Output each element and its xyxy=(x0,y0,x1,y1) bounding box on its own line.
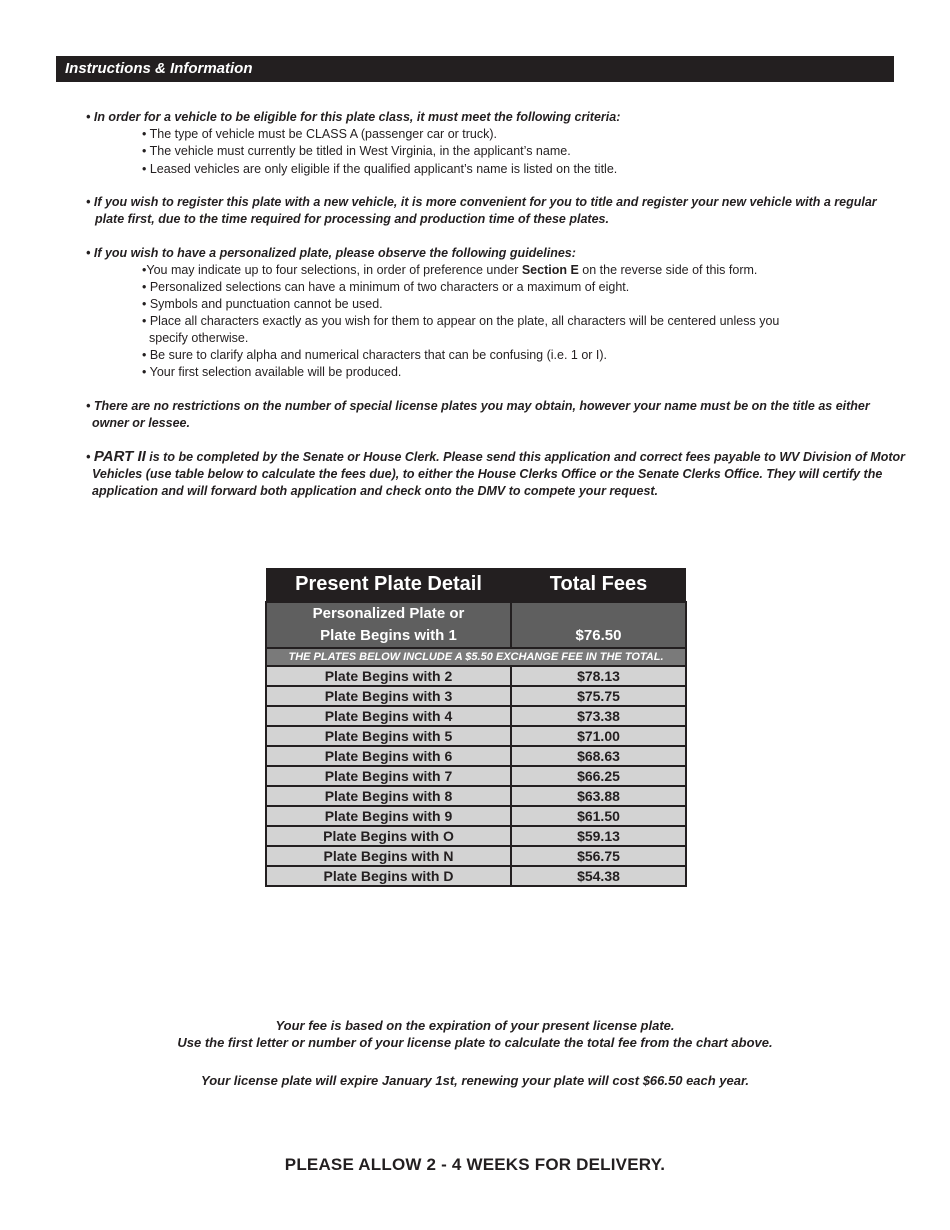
plate-detail: Plate Begins with D xyxy=(266,866,511,886)
fee-basis-note: Your fee is based on the expiration of your present license plate. xyxy=(275,1018,675,1033)
fee-calc-note: Use the first letter or number of your license plate to calculate the total fee from the chart above. xyxy=(177,1035,773,1050)
personalized-detail-line: Personalized Plate or xyxy=(312,605,465,622)
fee-table-header xyxy=(266,568,686,602)
personalized-detail-line: Plate Begins with 1 xyxy=(320,627,457,644)
personalized-item: • Place all characters exactly as you wish for them to appear on the plate, all characters will be centered unless you xyxy=(142,314,780,328)
table-row xyxy=(266,786,686,806)
plate-fee: $61.50 xyxy=(511,806,686,826)
table-row xyxy=(266,826,686,846)
personalized-detail xyxy=(266,602,511,648)
table-row xyxy=(266,686,686,706)
plate-detail: Plate Begins with 4 xyxy=(266,706,511,726)
plate-detail: Plate Begins with 7 xyxy=(266,766,511,786)
plate-fee: $66.25 xyxy=(511,766,686,786)
personalized-item: • Your first selection available will be produced. xyxy=(142,365,402,379)
section-header: Instructions & Information xyxy=(56,56,894,82)
personalized-item: • Symbols and punctuation cannot be used. xyxy=(142,297,383,311)
part-two-text: is to be completed by the Senate or House Clerk. Please send this application and correct fees payable to WV Division of Motor xyxy=(145,450,906,464)
plate-fee: $54.38 xyxy=(511,866,686,886)
plate-detail: Plate Begins with 6 xyxy=(266,746,511,766)
plate-fee: $71.00 xyxy=(511,726,686,746)
personalized-item xyxy=(142,262,757,279)
personalized-item-cont: specify otherwise. xyxy=(149,331,249,345)
table-row xyxy=(266,706,686,726)
plate-detail: Plate Begins with N xyxy=(266,846,511,866)
part-two-note-cont: Vehicles (use table below to calculate the fees due), to either the House Clerks Office or the Senate Clerks Office. They will certify the xyxy=(92,467,883,481)
renewal-note: Your license plate will expire January 1st, renewing your plate will cost $66.50 each year. xyxy=(201,1073,749,1088)
eligibility-heading: • In order for a vehicle to be eligible for this plate class, it must meet the following criteria: xyxy=(86,110,621,124)
plate-fee: $68.63 xyxy=(511,746,686,766)
plate-fee: $63.88 xyxy=(511,786,686,806)
personalized-heading: • If you wish to have a personalized plate, please observe the following guidelines: xyxy=(86,246,576,260)
table-row xyxy=(266,726,686,746)
plate-fee: $56.75 xyxy=(511,846,686,866)
part-two-label: PART II xyxy=(93,448,146,465)
restrictions-note: • There are no restrictions on the number of special license plates you may obtain, however your name must be on the title as either xyxy=(86,399,870,413)
table-row xyxy=(266,666,686,686)
plate-detail: Plate Begins with O xyxy=(266,826,511,846)
plate-detail: Plate Begins with 3 xyxy=(266,686,511,706)
plate-fee: $75.75 xyxy=(511,686,686,706)
exchange-note: THE PLATES BELOW INCLUDE A $5.50 EXCHANGE FEE IN THE TOTAL. xyxy=(266,648,686,666)
plate-detail: Plate Begins with 5 xyxy=(266,726,511,746)
personalized-item: • Be sure to clarify alpha and numerical characters that can be confusing (i.e. 1 or I). xyxy=(142,348,608,362)
eligibility-item: • The type of vehicle must be CLASS A (passenger car or truck). xyxy=(142,127,498,141)
exchange-note-row xyxy=(266,648,686,666)
part-two-note xyxy=(86,448,905,466)
fee-table xyxy=(265,568,687,887)
eligibility-item: • The vehicle must currently be titled in West Virginia, in the applicant’s name. xyxy=(142,144,571,158)
section-e-label: Section E xyxy=(521,263,579,277)
table-row xyxy=(266,766,686,786)
table-row xyxy=(266,746,686,766)
plate-fee: $59.13 xyxy=(511,826,686,846)
header-total-fees: Total Fees xyxy=(511,568,686,602)
plate-fee: $73.38 xyxy=(511,706,686,726)
eligibility-item: • Leased vehicles are only eligible if the qualified applicant’s name is listed on the title. xyxy=(142,162,618,176)
delivery-notice: PLEASE ALLOW 2 - 4 WEEKS FOR DELIVERY. xyxy=(284,1155,666,1174)
header-plate-detail: Present Plate Detail xyxy=(266,568,511,602)
table-row xyxy=(266,806,686,826)
plate-detail: Plate Begins with 9 xyxy=(266,806,511,826)
plate-fee: $78.13 xyxy=(511,666,686,686)
new-vehicle-note-cont: plate first, due to the time required for processing and production time of these plates. xyxy=(95,212,609,226)
plate-detail: Plate Begins with 2 xyxy=(266,666,511,686)
personalized-row xyxy=(266,602,686,648)
personalized-fee: $76.50 xyxy=(511,602,686,648)
personalized-item: • Personalized selections can have a minimum of two characters or a maximum of eight. xyxy=(142,280,630,294)
table-row xyxy=(266,846,686,866)
plate-detail: Plate Begins with 8 xyxy=(266,786,511,806)
restrictions-note-cont: owner or lessee. xyxy=(92,416,190,430)
new-vehicle-note: • If you wish to register this plate with a new vehicle, it is more convenient for you to title and register your new vehicle with a regular xyxy=(86,195,877,209)
bullet: • xyxy=(86,450,94,464)
personalized-item-text: on the reverse side of this form. xyxy=(578,263,758,277)
personalized-item-text: •You may indicate up to four selections, in order of preference under xyxy=(142,263,522,277)
part-two-note-cont: application and will forward both application and check onto the DMV to compete your request. xyxy=(92,484,659,498)
table-row xyxy=(266,866,686,886)
